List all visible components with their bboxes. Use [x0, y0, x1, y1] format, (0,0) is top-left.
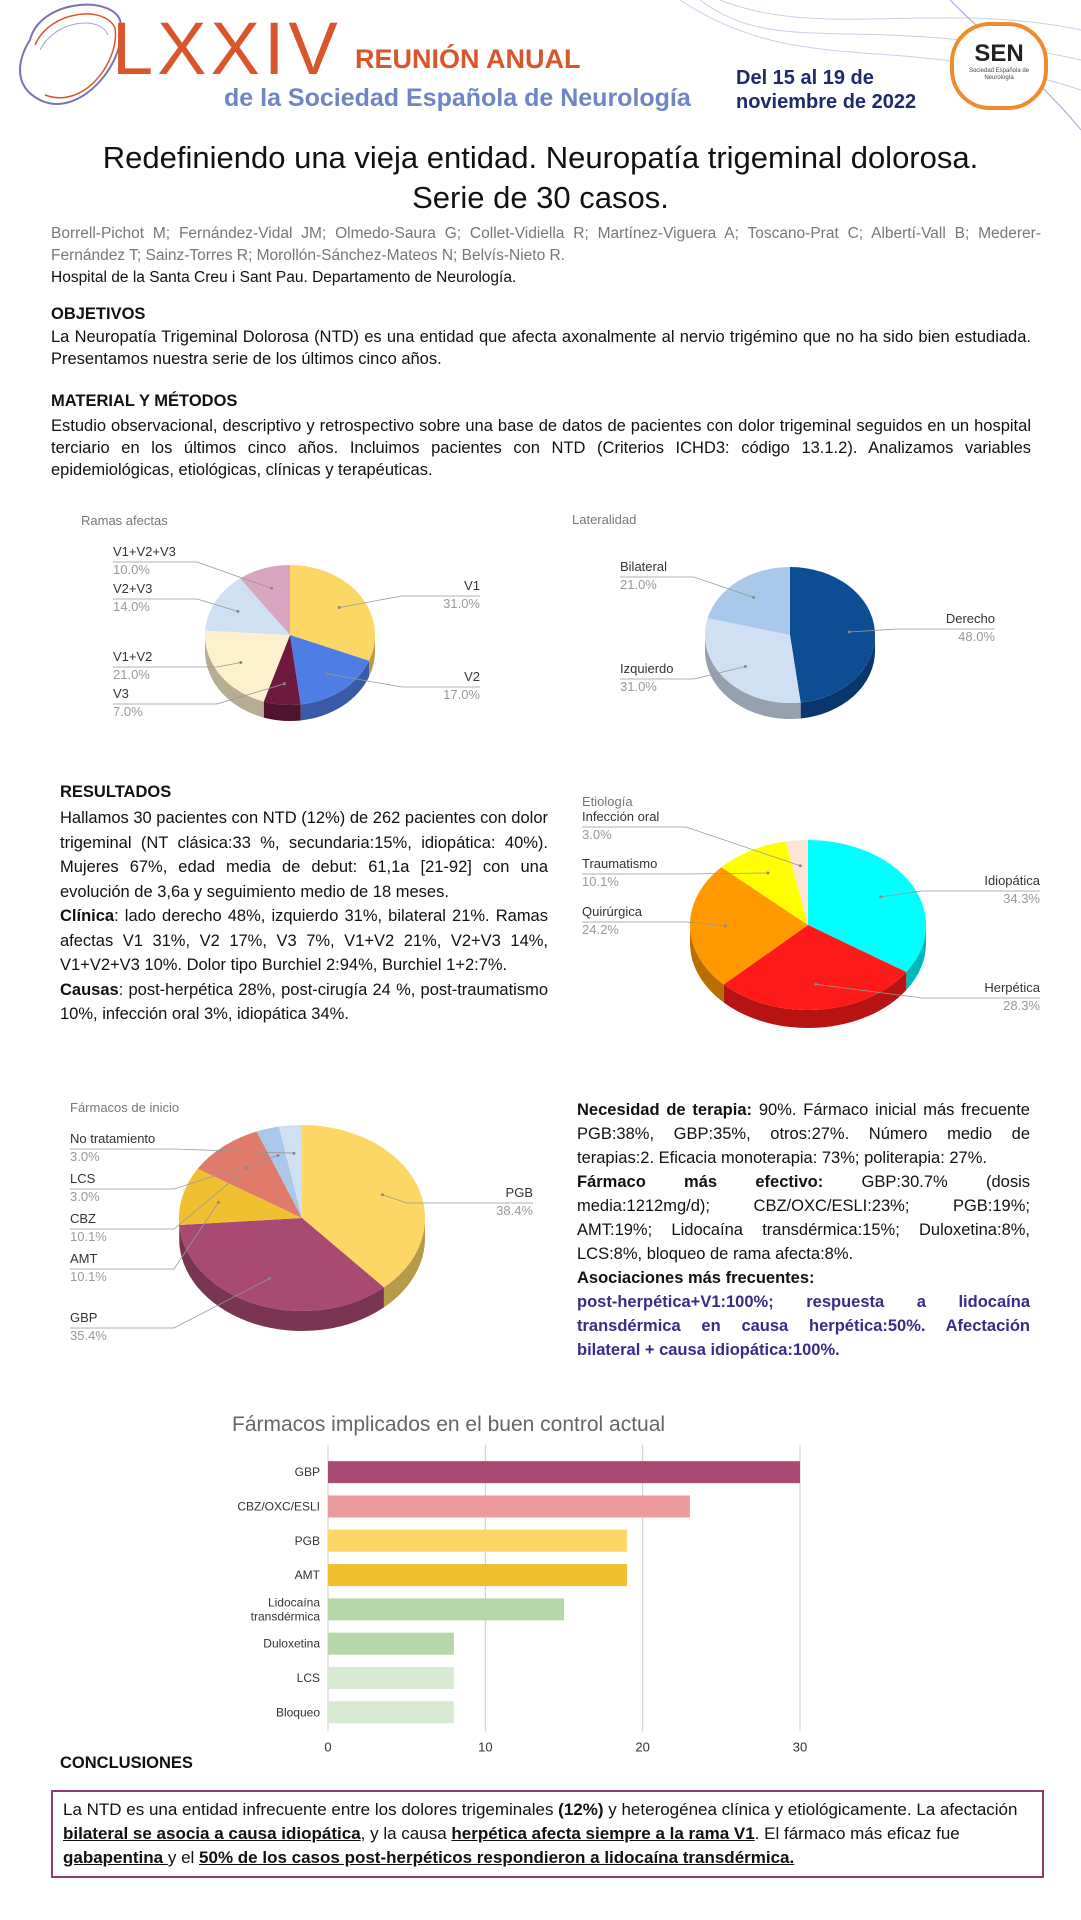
- causas-text: : post-herpética 28%, post-cirugía 24 %, post-traumatismo 10%, infección oral 3%, idiopática 34%.: [60, 980, 548, 1023]
- slice-label: V2: [464, 669, 480, 684]
- dates-line-2: noviembre de 2022: [736, 91, 917, 113]
- leader-dot: [292, 1152, 295, 1155]
- meeting-dates: [736, 66, 916, 114]
- slice-label: Idiopática: [984, 873, 1040, 888]
- clinica-label: Clínica: [60, 907, 115, 925]
- conc-t8: gabapentina: [63, 1848, 168, 1867]
- objetivos-heading: OBJETIVOS: [51, 305, 146, 323]
- etiologia-chart: [570, 785, 1050, 1035]
- y-tick-label: GBP: [294, 1465, 320, 1480]
- asociaciones-text: post-herpética+V1:100%; respuesta a lidocaína transdérmica en causa herpética:50%. Afectación bilateral + causa idiopática:100%.: [577, 1293, 1030, 1359]
- necesidad-text: 90%. Fármaco inicial más frecuente PGB:38%, GBP:35%, otros:27%. Número medio de terapias:2. Eficacia monoterapia: 73%; politerapia: 27%.: [577, 1101, 1030, 1167]
- slice-label: No tratamiento: [70, 1131, 156, 1146]
- leader-dot: [217, 1201, 220, 1204]
- leader-dot: [236, 610, 239, 613]
- conclusiones-heading: CONCLUSIONES: [60, 1754, 193, 1772]
- leader-dot: [270, 587, 273, 590]
- slice-label: LCS: [70, 1171, 96, 1186]
- bar-lcs: [328, 1667, 454, 1689]
- leader-dot: [724, 924, 727, 927]
- slice-value: 14.0%: [113, 599, 150, 614]
- chart-title: Ramas afectas: [81, 513, 168, 528]
- bar-bloqueo: [328, 1701, 454, 1723]
- dates-line-1: Del 15 al 19 de: [736, 67, 874, 89]
- slice-value: 35.4%: [70, 1328, 107, 1343]
- efectivo-text: GBP:30.7% (dosis media:1212mg/d); CBZ/OXC/ESLI:23%; PGB:19%; AMT:19%; Lidocaína transdérmica:15%; Duloxetina:8%, LCS:8%, bloqueo de rama afecta:8%.: [577, 1173, 1030, 1263]
- x-tick-label: 20: [635, 1739, 650, 1755]
- conc-t1: La NTD es una entidad infrecuente entre los dolores trigeminales: [63, 1800, 559, 1819]
- slice-value: 28.3%: [1003, 998, 1040, 1013]
- y-tick-label: transdérmica: [250, 1609, 320, 1624]
- sen-logo-subtext: Sociedad Española de Neurología: [968, 68, 1030, 81]
- meeting-number: LXXIV: [112, 7, 342, 90]
- slice-value: 10.1%: [70, 1229, 107, 1244]
- chart-title: Lateralidad: [572, 512, 637, 527]
- farmacos-control-chart: [200, 1405, 840, 1765]
- slice-label: Izquierdo: [620, 661, 674, 676]
- conc-t7: . El fármaco más eficaz fue: [754, 1824, 960, 1843]
- terapia-text: [577, 1098, 1030, 1362]
- chart-title: Etiología: [582, 794, 633, 809]
- slice-value: 21.0%: [113, 667, 150, 682]
- slice-label: V2+V3: [113, 581, 153, 596]
- leader-dot: [239, 661, 242, 664]
- slice-label: Derecho: [945, 611, 995, 626]
- leader-dot: [766, 871, 769, 874]
- slice-value: 31.0%: [620, 679, 657, 694]
- y-tick-label: LCS: [296, 1670, 320, 1685]
- farmacos-inicio-chart: [55, 1090, 545, 1360]
- leader-dot: [879, 895, 882, 898]
- slice-label: V1+V2: [113, 649, 153, 664]
- meeting-label: REUNIÓN ANUAL: [355, 44, 581, 74]
- bar-pgb: [328, 1530, 627, 1552]
- material-heading: MATERIAL Y MÉTODOS: [51, 392, 238, 410]
- leader-dot: [381, 1193, 384, 1196]
- objetivos-text: La Neuropatía Trigeminal Dolorosa (NTD) es una entidad que afecta axonalmente al nervio trigémino que no ha sido bien estudiada. Presentamos nuestra serie de los últimos cinco años.: [51, 328, 1031, 368]
- sen-logo: [950, 22, 1048, 110]
- resultados-text: [60, 806, 548, 1027]
- slice-label: Herpética: [984, 980, 1040, 995]
- conclusiones-box: [51, 1790, 1044, 1878]
- bar-gbp: [328, 1461, 800, 1483]
- slice-label: Traumatismo: [582, 856, 658, 871]
- slice-label: Bilateral: [620, 559, 667, 574]
- slice-label: GBP: [70, 1310, 98, 1325]
- conc-t10: 50% de los casos post-herpéticos respondieron a lidocaína transdérmica.: [199, 1848, 795, 1867]
- x-tick-label: 30: [792, 1739, 808, 1755]
- conc-t5: , y la causa: [360, 1824, 452, 1843]
- conc-t6: herpética afecta siempre a la rama V1: [451, 1824, 755, 1843]
- slice-value: 7.0%: [113, 704, 143, 719]
- lateralidad-chart: [560, 505, 1000, 745]
- slice-label: AMT: [70, 1251, 98, 1266]
- leader-dot: [325, 672, 328, 675]
- conc-t9: y el: [167, 1848, 200, 1867]
- y-tick-label: PGB: [294, 1533, 320, 1548]
- slice-value: 10.0%: [113, 562, 150, 577]
- leader-dot: [744, 665, 747, 668]
- y-tick-label: AMT: [294, 1568, 320, 1583]
- leader-dot: [276, 1154, 279, 1157]
- leader-dot: [268, 1277, 271, 1280]
- efectivo-label: Fármaco más efectivo:: [577, 1173, 824, 1191]
- slice-label: V1+V2+V3: [113, 544, 176, 559]
- slice-label: PGB: [505, 1185, 533, 1200]
- slice-value: 38.4%: [496, 1203, 533, 1218]
- bar-cbz-oxc-esli: [328, 1495, 690, 1517]
- slice-value: 31.0%: [443, 596, 480, 611]
- title-line-1: Redefiniendo una vieja entidad. Neuropatía trigeminal dolorosa.: [102, 140, 979, 175]
- slice-label: V1: [464, 578, 480, 593]
- slice-value: 3.0%: [582, 827, 612, 842]
- slice-label: Infección oral: [582, 809, 660, 824]
- leader-dot: [283, 682, 286, 685]
- slice-value: 24.2%: [582, 922, 619, 937]
- bar-amt: [328, 1564, 627, 1586]
- causas-label: Causas: [60, 980, 119, 999]
- ramas-afectas-chart: [50, 505, 490, 745]
- clinica-text: : lado derecho 48%, izquierdo 31%, bilateral 21%. Ramas afectas V1 31%, V2 17%, V3 7%, V1+V2 21%, V2+V3 14%, V1+V2+V3 10%. Dolor tipo Burchiel 2:94%, Burchiel 1+2:7%.: [60, 907, 548, 974]
- leader-dot: [799, 864, 802, 867]
- y-tick-label: Duloxetina: [263, 1636, 320, 1651]
- slice-value: 17.0%: [443, 687, 480, 702]
- slice-value: 34.3%: [1003, 891, 1040, 906]
- resultados-heading: RESULTADOS: [60, 783, 172, 801]
- sen-logo-text: SEN: [974, 40, 1024, 67]
- poster-header: [0, 0, 1081, 140]
- poster-title: [30, 138, 1051, 218]
- slice-value: 21.0%: [620, 577, 657, 592]
- slice-value: 3.0%: [70, 1149, 100, 1164]
- bar-chart-title: Fármacos implicados en el buen control actual: [232, 1413, 666, 1436]
- slice-label: CBZ: [70, 1211, 96, 1226]
- chart-title: Fármacos de inicio: [70, 1100, 180, 1115]
- y-tick-label: Bloqueo: [275, 1705, 320, 1720]
- slice-value: 48.0%: [958, 629, 995, 644]
- material-text: Estudio observacional, descriptivo y retrospectivo sobre una base de datos de pacientes con dolor trigeminal seguidos en un hospital terciario en los últimos cinco años. Incluimos pacientes con NTD (Criterios ICHD3: código 13.1.2). Analizamos variables epidemiológicas, etiológicas, clínicas y terapéuticas.: [51, 417, 1031, 479]
- resultados-p1: Hallamos 30 pacientes con NTD (12%) de 262 pacientes con dolor trigeminal (NT clásica:33 %, secundaria:15%, idiopática: 40%). Mujeres 67%, edad media de debut: 61,1a [21-92] con una evolución de 3,6a y seguimiento medio de 18 meses.: [60, 809, 548, 901]
- conc-t3: y heterogénea clínica y etiológicamente. La afectación: [603, 1800, 1018, 1819]
- necesidad-label: Necesidad de terapia:: [577, 1101, 753, 1119]
- conc-t2: (12%): [558, 1800, 604, 1819]
- y-tick-label: Lidocaína: [267, 1595, 320, 1610]
- leader-dot: [814, 983, 817, 986]
- slice-value: 10.1%: [582, 874, 619, 889]
- bar-duloxetina: [328, 1633, 454, 1655]
- bar-lidoca-na-transd-rmica: [328, 1598, 564, 1620]
- slice-value: 10.1%: [70, 1269, 107, 1284]
- slice-value: 3.0%: [70, 1189, 100, 1204]
- leader-dot: [338, 606, 341, 609]
- x-tick-label: 0: [324, 1739, 332, 1755]
- leader-dot: [245, 1166, 248, 1169]
- conc-t4: bilateral se asocia a causa idiopática: [63, 1824, 361, 1843]
- hospital-affiliation: Hospital de la Santa Creu i Sant Pau. Departamento de Neurología.: [51, 269, 517, 286]
- slice-label: V3: [113, 686, 129, 701]
- leader-dot: [848, 631, 851, 634]
- asociaciones-label: Asociaciones más frecuentes:: [577, 1269, 815, 1287]
- authors: Borrell-Pichot M; Fernández-Vidal JM; Olmedo-Saura G; Collet-Vidiella R; Martínez-Viguera A; Toscano-Prat C; Albertí-Vall B; Mederer-Fernández T; Sainz-Torres R; Morollón-Sánchez-Mateos N; Belvís-Nieto R.: [51, 225, 1041, 264]
- slice-label: Quirúrgica: [582, 904, 642, 919]
- x-tick-label: 10: [478, 1739, 493, 1755]
- y-tick-label: CBZ/OXC/ESLI: [237, 1499, 320, 1514]
- leader-dot: [752, 596, 755, 599]
- title-line-2: Serie de 30 casos.: [412, 180, 669, 215]
- society-name: de la Sociedad Española de Neurología: [224, 84, 691, 112]
